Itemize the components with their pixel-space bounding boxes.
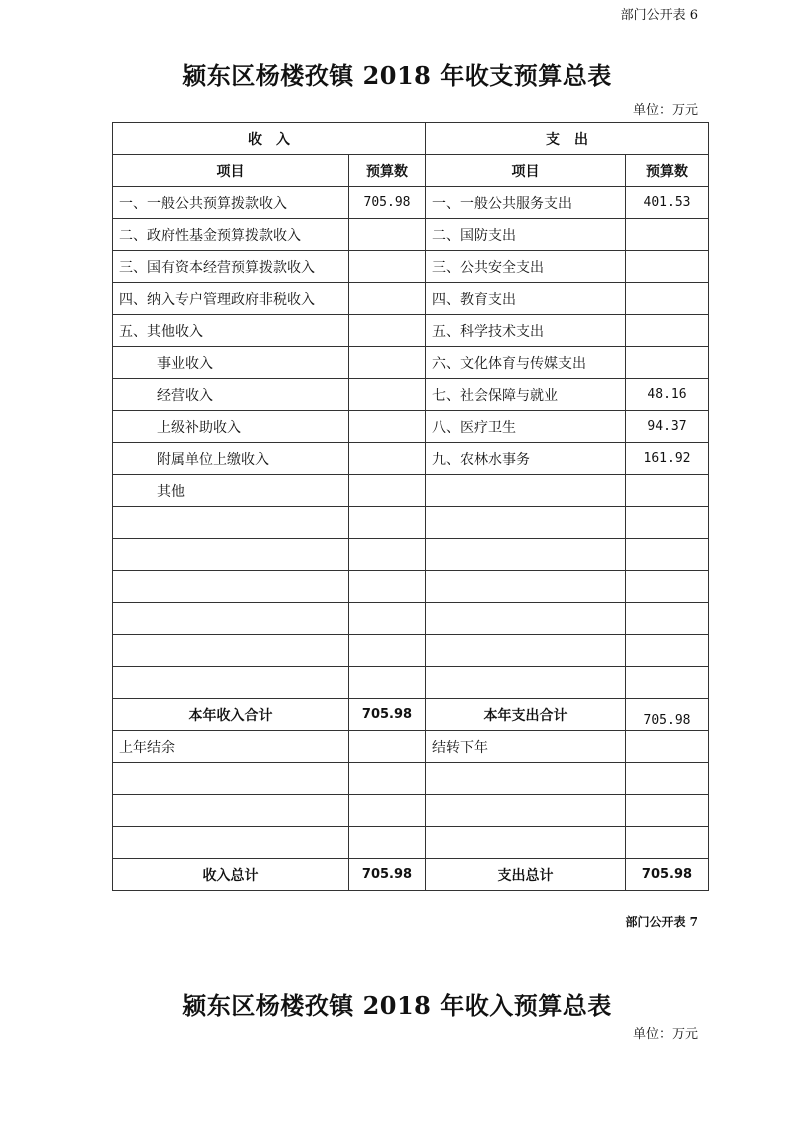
income-item-cell: 附属单位上缴收入 — [113, 443, 349, 475]
empty-cell — [626, 763, 709, 795]
income-amount-cell: 705.98 — [349, 187, 426, 219]
page-label-top: 部门公开表 6 — [620, 8, 698, 23]
second-unit-label: 单位：万元 — [632, 1027, 698, 1042]
expense-item-cell: 八、医疗卫生 — [426, 411, 626, 443]
table-row — [113, 411, 709, 443]
income-item-cell — [113, 635, 349, 667]
document-title: 颍东区杨楼孜镇 2018 年收支预算总表 — [182, 61, 612, 90]
expense-amount-cell: 48.16 — [626, 379, 709, 411]
prev-balance-value — [349, 731, 426, 763]
expense-item-cell: 三、公共安全支出 — [426, 251, 626, 283]
expense-item-column-header: 项目 — [426, 155, 626, 187]
expense-amount-cell: 401.53 — [626, 187, 709, 219]
expense-item-cell: 五、科学技术支出 — [426, 315, 626, 347]
income-grand-total-value: 705.98 — [349, 859, 426, 891]
income-amount-cell — [349, 379, 426, 411]
expense-section-header: 支 出 — [426, 123, 709, 155]
table-row — [113, 795, 709, 827]
expense-amount-cell: 161.92 — [626, 443, 709, 475]
carry-forward-label: 结转下年 — [426, 731, 626, 763]
expense-item-cell — [426, 635, 626, 667]
table-row — [113, 539, 709, 571]
income-amount-cell — [349, 539, 426, 571]
income-amount-cell — [349, 411, 426, 443]
table-row — [113, 763, 709, 795]
grand-total-row — [113, 859, 709, 891]
income-item-cell — [113, 507, 349, 539]
second-document-title: 颍东区杨楼孜镇 2018 年收入预算总表 — [182, 991, 612, 1020]
empty-cell — [426, 795, 626, 827]
expense-amount-cell: 94.37 — [626, 411, 709, 443]
table-row — [113, 827, 709, 859]
empty-cell — [349, 763, 426, 795]
table-column-header-row — [113, 155, 709, 187]
expense-item-cell: 一、一般公共服务支出 — [426, 187, 626, 219]
prev-balance-label: 上年结余 — [113, 731, 349, 763]
expense-amount-cell — [626, 283, 709, 315]
table-row — [113, 187, 709, 219]
income-item-cell: 上级补助收入 — [113, 411, 349, 443]
year-income-total-label: 本年收入合计 — [113, 699, 349, 731]
income-item-cell: 事业收入 — [113, 347, 349, 379]
income-amount-cell — [349, 283, 426, 315]
empty-cell — [426, 827, 626, 859]
empty-cell — [626, 827, 709, 859]
table-row — [113, 379, 709, 411]
income-amount-cell — [349, 667, 426, 699]
table-row — [113, 219, 709, 251]
income-item-cell: 二、政府性基金预算拨款收入 — [113, 219, 349, 251]
income-item-column-header: 项目 — [113, 155, 349, 187]
expense-budget-column-header: 预算数 — [626, 155, 709, 187]
income-amount-cell — [349, 507, 426, 539]
expense-amount-cell — [626, 571, 709, 603]
expense-item-cell: 六、文化体育与传媒支出 — [426, 347, 626, 379]
expense-item-cell — [426, 667, 626, 699]
income-item-cell — [113, 667, 349, 699]
income-amount-cell — [349, 347, 426, 379]
income-item-cell — [113, 539, 349, 571]
year-expense-total-label: 本年支出合计 — [426, 699, 626, 731]
empty-cell — [426, 763, 626, 795]
table-row — [113, 315, 709, 347]
income-item-cell — [113, 603, 349, 635]
income-item-cell: 其他 — [113, 475, 349, 507]
income-item-cell: 五、其他收入 — [113, 315, 349, 347]
expense-item-cell — [426, 571, 626, 603]
expense-amount-cell — [626, 635, 709, 667]
empty-cell — [113, 827, 349, 859]
table-row — [113, 347, 709, 379]
income-amount-cell — [349, 443, 426, 475]
table-row — [113, 571, 709, 603]
expense-amount-cell — [626, 315, 709, 347]
expense-grand-total-value: 705.98 — [626, 859, 709, 891]
table-row — [113, 283, 709, 315]
income-section-header: 收 入 — [113, 123, 426, 155]
budget-summary-table — [112, 122, 709, 891]
expense-amount-cell — [626, 219, 709, 251]
expense-item-cell — [426, 507, 626, 539]
income-amount-cell — [349, 571, 426, 603]
expense-amount-cell — [626, 347, 709, 379]
income-amount-cell — [349, 603, 426, 635]
year-expense-total-value: 705.98 — [626, 699, 709, 731]
income-amount-cell — [349, 635, 426, 667]
income-amount-cell — [349, 315, 426, 347]
balance-row — [113, 731, 709, 763]
page-label-bottom: 部门公开表 7 — [625, 915, 698, 929]
empty-cell — [349, 795, 426, 827]
income-item-cell — [113, 571, 349, 603]
unit-label: 单位：万元 — [632, 103, 698, 118]
table-row — [113, 443, 709, 475]
expense-item-cell — [426, 603, 626, 635]
expense-amount-cell — [626, 251, 709, 283]
expense-amount-cell — [626, 507, 709, 539]
income-amount-cell — [349, 251, 426, 283]
carry-forward-value — [626, 731, 709, 763]
income-item-cell: 三、国有资本经营预算拨款收入 — [113, 251, 349, 283]
empty-cell — [349, 827, 426, 859]
expense-item-cell — [426, 539, 626, 571]
income-amount-cell — [349, 219, 426, 251]
income-item-cell: 经营收入 — [113, 379, 349, 411]
income-amount-cell — [349, 475, 426, 507]
table-row — [113, 251, 709, 283]
empty-cell — [113, 763, 349, 795]
expense-amount-cell — [626, 667, 709, 699]
table-row — [113, 603, 709, 635]
income-item-cell: 四、纳入专户管理政府非税收入 — [113, 283, 349, 315]
table-row — [113, 475, 709, 507]
expense-item-cell: 四、教育支出 — [426, 283, 626, 315]
income-item-cell: 一、一般公共预算拨款收入 — [113, 187, 349, 219]
year-income-total-value: 705.98 — [349, 699, 426, 731]
expense-item-cell — [426, 475, 626, 507]
expense-amount-cell — [626, 603, 709, 635]
expense-item-cell: 二、国防支出 — [426, 219, 626, 251]
expense-item-cell: 九、农林水事务 — [426, 443, 626, 475]
empty-cell — [113, 795, 349, 827]
empty-cell — [626, 795, 709, 827]
expense-amount-cell — [626, 475, 709, 507]
year-total-row — [113, 699, 709, 731]
expense-amount-cell — [626, 539, 709, 571]
table-row — [113, 667, 709, 699]
table-row — [113, 635, 709, 667]
table-row — [113, 507, 709, 539]
expense-grand-total-label: 支出总计 — [426, 859, 626, 891]
income-grand-total-label: 收入总计 — [113, 859, 349, 891]
expense-item-cell: 七、社会保障与就业 — [426, 379, 626, 411]
table-section-header-row — [113, 123, 709, 155]
income-budget-column-header: 预算数 — [349, 155, 426, 187]
